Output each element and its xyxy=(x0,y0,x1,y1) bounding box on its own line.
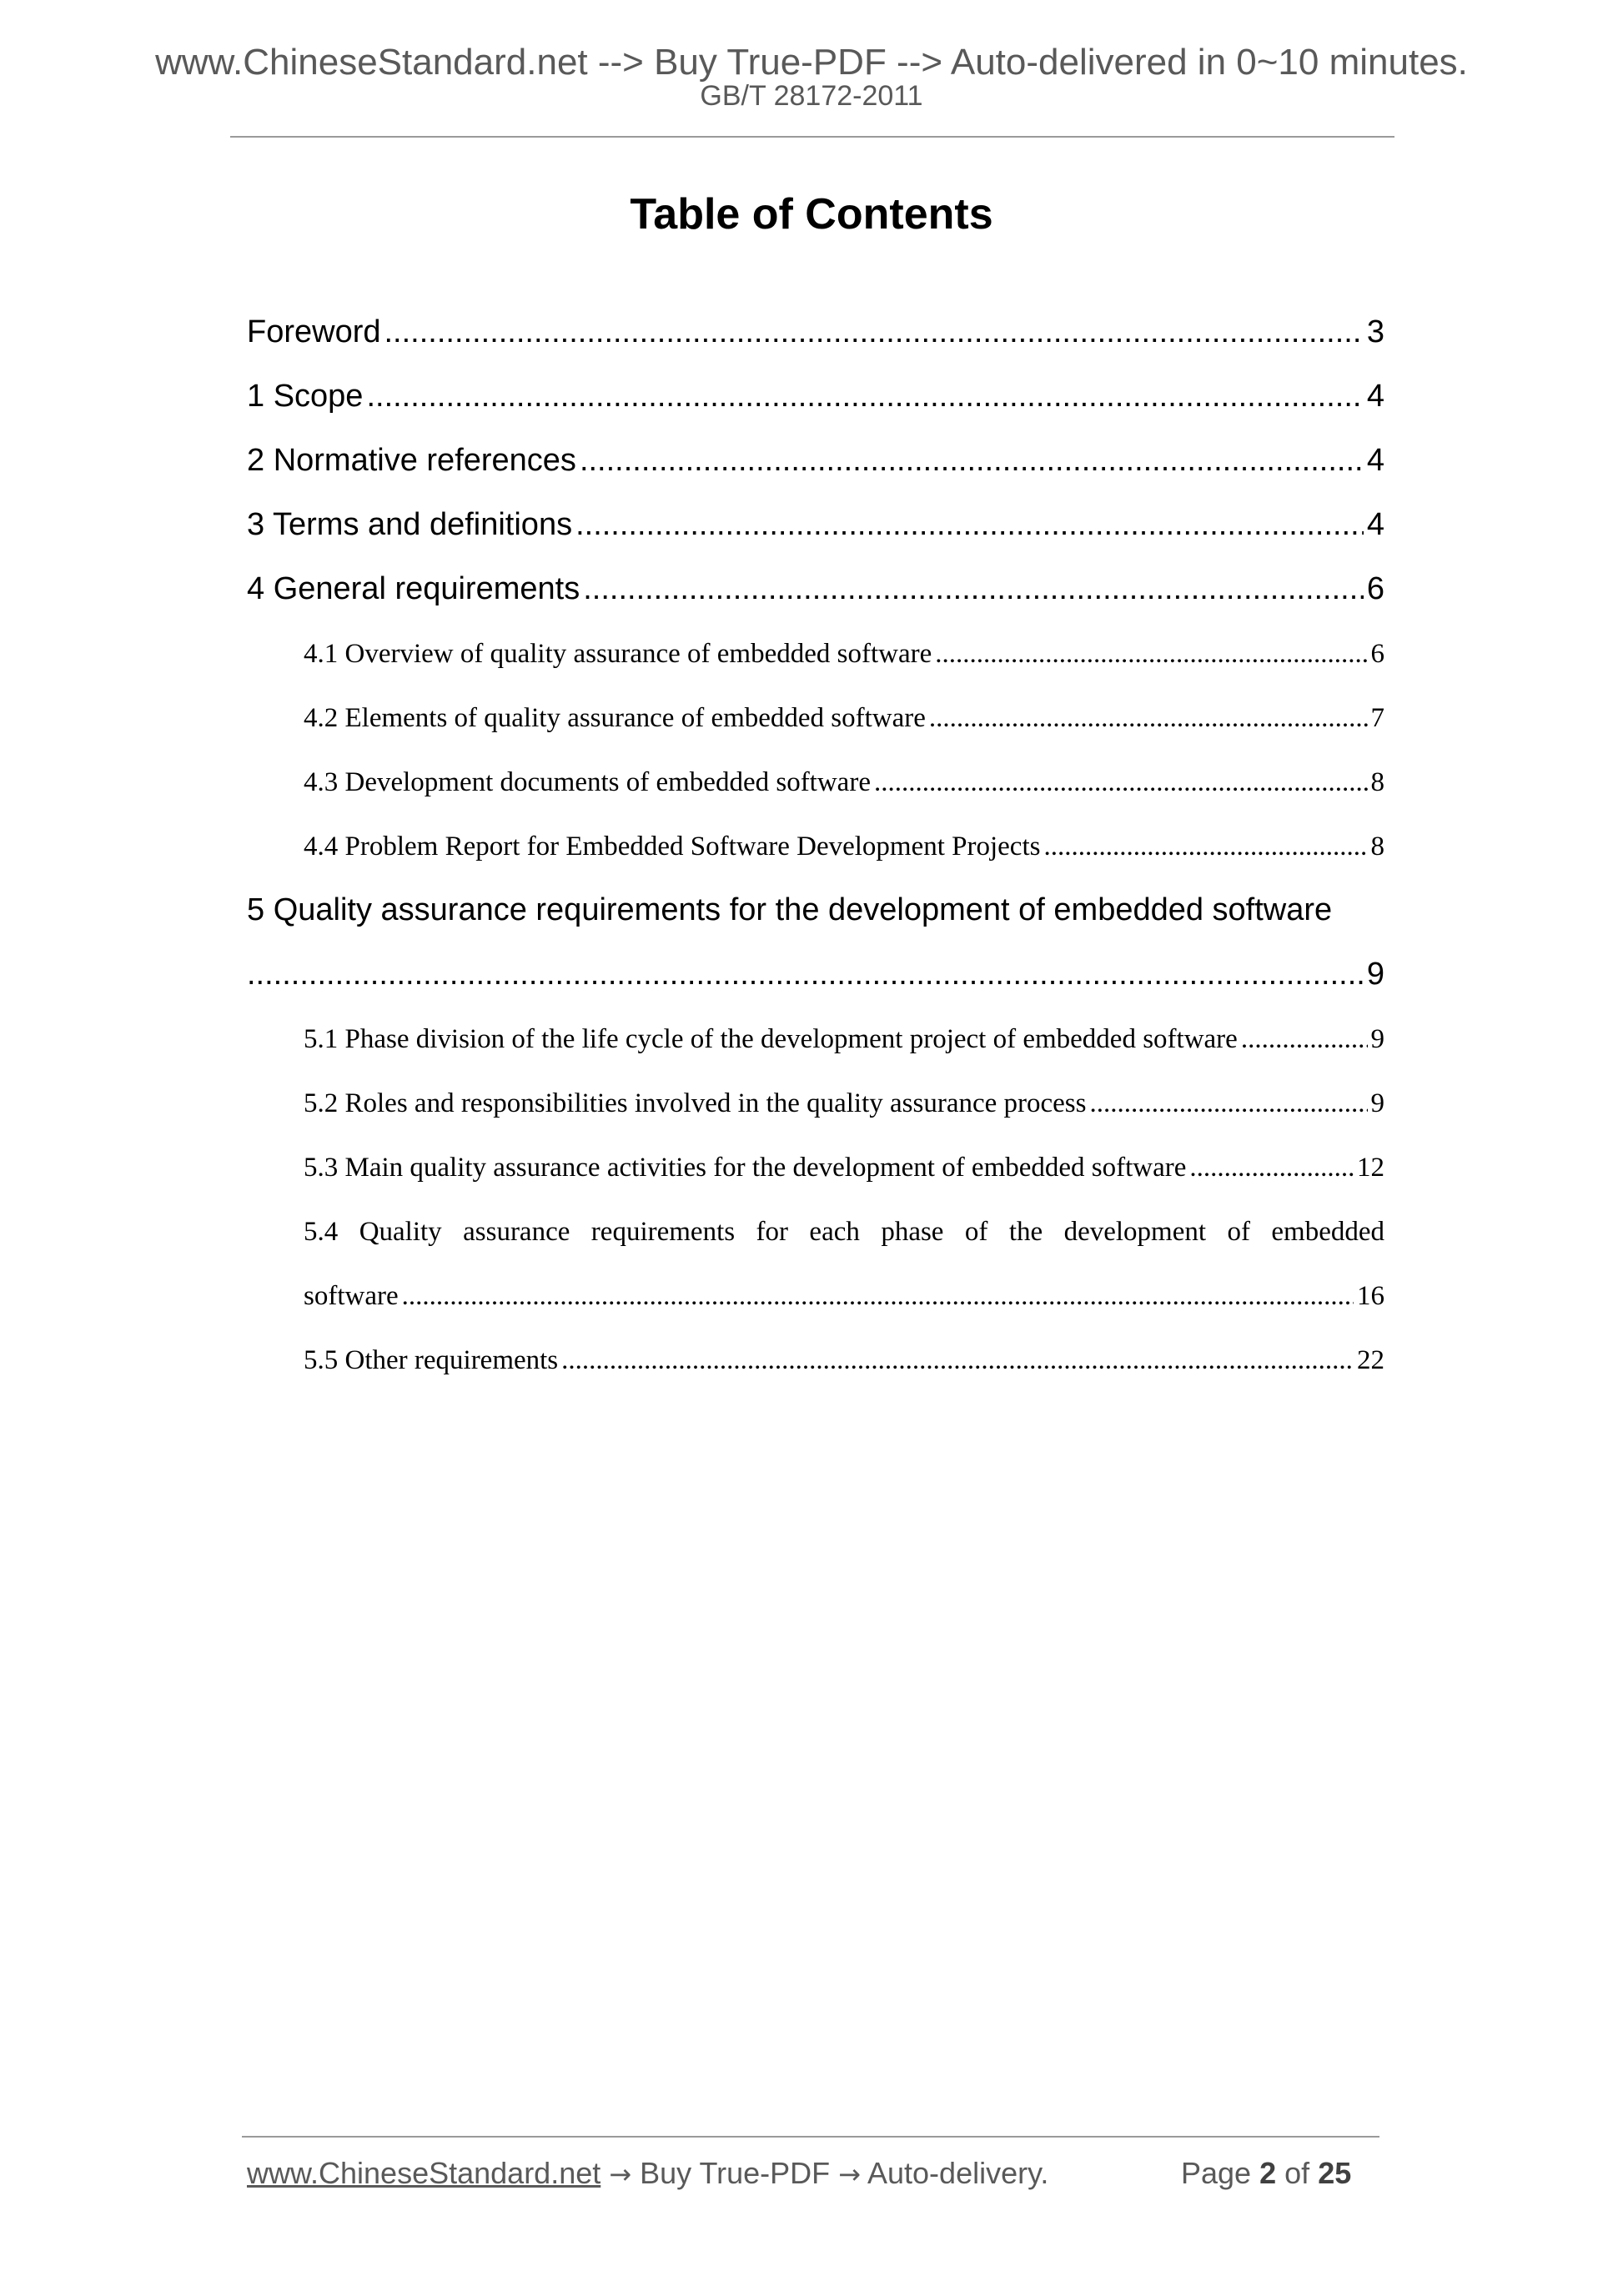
toc-entry-text: 3 Terms and definitions xyxy=(247,507,573,542)
toc-entry-text: 5 Quality assurance requirements for the development of embedded software xyxy=(247,892,1333,927)
toc-entry-page: 4 xyxy=(1366,443,1384,478)
toc-entry-text: 5.1 Phase division of the life cycle of the development project of embedded software xyxy=(304,1024,1238,1054)
toc-entry-text: 4 General requirements xyxy=(247,571,580,606)
toc-leader-dots xyxy=(935,639,1367,670)
toc-entry-page: 12 xyxy=(1357,1153,1384,1183)
toc-entry-4-2[interactable] xyxy=(304,703,1384,740)
toc-leader-dots xyxy=(1090,1088,1368,1119)
arrow-right-icon: → xyxy=(838,2158,861,2190)
page-of-label: of xyxy=(1284,2156,1310,2190)
toc-entry-text: 4.3 Development documents of embedded software xyxy=(304,767,871,797)
toc-entry-continuation: software xyxy=(304,1281,399,1311)
toc-entry-5-2[interactable] xyxy=(304,1088,1384,1125)
toc-leader-dots xyxy=(1241,1024,1368,1055)
toc-entry-page: 9 xyxy=(1370,1088,1384,1118)
toc-leader-dots xyxy=(575,507,1364,543)
toc-leader-dots xyxy=(580,443,1364,479)
toc-entry-5-1[interactable] xyxy=(304,1024,1384,1061)
toc-entry-page: 8 xyxy=(1370,767,1384,797)
toc-entry-5-4-continuation[interactable] xyxy=(304,1281,1384,1318)
toc-leader-dots xyxy=(583,571,1364,607)
toc-entry-page: 3 xyxy=(1366,314,1384,349)
toc-entry-page: 9 xyxy=(1366,957,1384,992)
toc-leader-dots xyxy=(402,1281,1354,1312)
toc-entry-page: 16 xyxy=(1357,1281,1384,1311)
toc-entry-text: 5.5 Other requirements xyxy=(304,1345,559,1375)
header-banner: www.ChineseStandard.net --> Buy True-PDF --> Auto-delivered in 0~10 minutes. xyxy=(155,42,1468,83)
standard-code: GB/T 28172-2011 xyxy=(700,80,923,112)
toc-leader-dots xyxy=(1043,831,1367,862)
footer-divider xyxy=(242,2136,1379,2138)
toc-entry-text: 4.1 Overview of quality assurance of embedded software xyxy=(304,639,932,669)
toc-entry-page: 8 xyxy=(1370,831,1384,862)
toc-entry-general-requirements[interactable] xyxy=(247,571,1384,611)
arrow-right-icon: → xyxy=(609,2158,632,2190)
toc-entry-text: 2 Normative references xyxy=(247,443,576,478)
toc-entry-text: Foreword xyxy=(247,314,381,349)
toc-leader-dots xyxy=(929,703,1368,734)
toc-entry-text: 5.3 Main quality assurance activities for the development of embedded software xyxy=(304,1153,1187,1183)
toc-entry-text: 4.2 Elements of quality assurance of embedded software xyxy=(304,703,926,733)
toc-entry-page: 9 xyxy=(1370,1024,1384,1054)
footer-delivery-text: Auto-delivery. xyxy=(867,2156,1049,2190)
footer-buy-text: Buy True-PDF xyxy=(640,2156,831,2190)
toc-entry-page: 4 xyxy=(1366,379,1384,414)
toc-entry-5-5[interactable] xyxy=(304,1345,1384,1382)
toc-entry-page: 4 xyxy=(1366,507,1384,542)
toc-entry-text: 5.4 Quality assurance requirements for each phase of the development of embedded xyxy=(304,1217,1384,1247)
toc-entry-terms-and-definitions[interactable] xyxy=(247,507,1384,547)
toc-entry-5-4[interactable] xyxy=(304,1217,1384,1248)
toc-entry-text: 4.4 Problem Report for Embedded Software Development Projects xyxy=(304,831,1041,862)
toc-entry-page: 22 xyxy=(1357,1345,1384,1375)
toc-entry-page: 6 xyxy=(1366,571,1384,606)
toc-leader-dots xyxy=(1189,1153,1354,1183)
toc-entry-5-3[interactable] xyxy=(304,1153,1384,1189)
toc-entry-4-3[interactable] xyxy=(304,767,1384,804)
toc-leader-dots xyxy=(384,314,1364,350)
footer-website-link[interactable]: www.ChineseStandard.net xyxy=(247,2156,601,2190)
toc-entry-4-4[interactable] xyxy=(304,831,1384,868)
toc-entry-scope[interactable] xyxy=(247,379,1384,419)
page-current: 2 xyxy=(1259,2156,1277,2190)
toc-leader-dots xyxy=(561,1345,1354,1376)
toc-entry-page: 7 xyxy=(1370,703,1384,733)
toc-entry-quality-assurance-requirements[interactable] xyxy=(247,892,1384,928)
toc-entry-normative-references[interactable] xyxy=(247,443,1384,483)
toc-entry-quality-assurance-requirements-leader[interactable] xyxy=(247,957,1384,997)
toc-leader-dots xyxy=(247,957,1364,992)
toc-leader-dots xyxy=(874,767,1368,798)
toc-leader-dots xyxy=(366,379,1363,414)
toc-entry-4-1[interactable] xyxy=(304,639,1384,676)
toc-entry-text: 5.2 Roles and responsibilities involved in the quality assurance process xyxy=(304,1088,1087,1118)
toc-entry-page: 6 xyxy=(1370,639,1384,669)
page-total: 25 xyxy=(1318,2156,1352,2190)
toc-entry-foreword[interactable] xyxy=(247,314,1384,354)
toc-title: Table of Contents xyxy=(630,190,993,239)
toc-entry-text: 1 Scope xyxy=(247,379,364,414)
header-divider xyxy=(230,136,1394,138)
page-label: Page xyxy=(1181,2156,1252,2190)
page-number xyxy=(1181,2156,1351,2191)
